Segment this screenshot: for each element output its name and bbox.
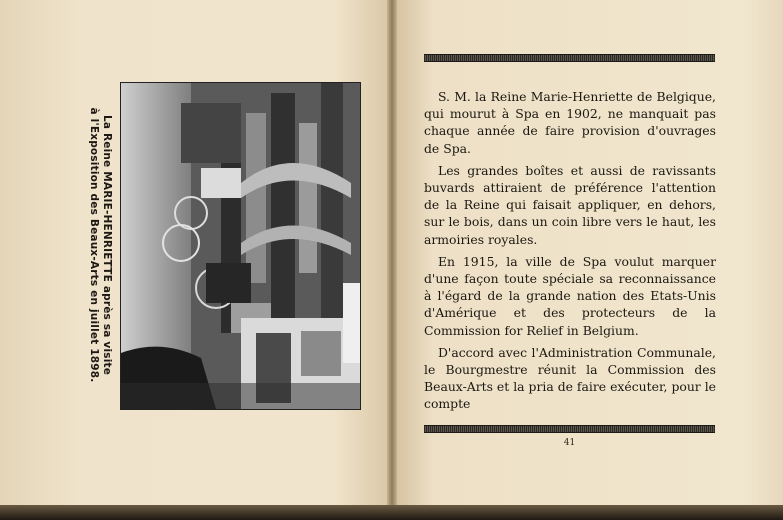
- photograph-image: [121, 83, 360, 409]
- caption-line-1: La Reine MARIE-HENRIETTE après sa visite: [101, 114, 113, 376]
- book-gutter: [387, 0, 397, 508]
- paragraph: En 1915, la ville de Spa voulut marquer d'une façon toute spéciale sa reconnaissance à l'égard de la grande nation des Etats-Unis d'Amérique et des protecteurs de la Commission for Relief in Belgium.: [424, 253, 716, 338]
- bottom-decorative-rule: [424, 425, 715, 433]
- page-number: 41: [563, 438, 576, 448]
- paragraph: S. M. la Reine Marie-Henriette de Belgique, qui mourut à Spa en 1902, ne manquait pas chaque année de faire provision d'ouvrages de Spa.: [424, 89, 716, 156]
- book-edge-shadow: [0, 505, 783, 520]
- queen-visit-photograph: [120, 82, 361, 410]
- paragraph: D'accord avec l'Administration Communale, le Bourgmestre réunit la Commission des Beaux-Arts et la pria de faire exécuter, pour le compte: [424, 344, 716, 412]
- top-decorative-rule: [424, 54, 715, 62]
- paragraph: Les grandes boîtes et aussi de ravissants buvards attiraient de préférence l'attention de la Reine qui faisait appliquer, en dehors, sur le bois, dans un coin libre vers le haut, les armoiries royales.: [424, 162, 716, 247]
- page-text: [424, 88, 716, 418]
- caption-line-2: à l'Exposition des Beaux-Arts en juillet 1898.: [88, 107, 100, 383]
